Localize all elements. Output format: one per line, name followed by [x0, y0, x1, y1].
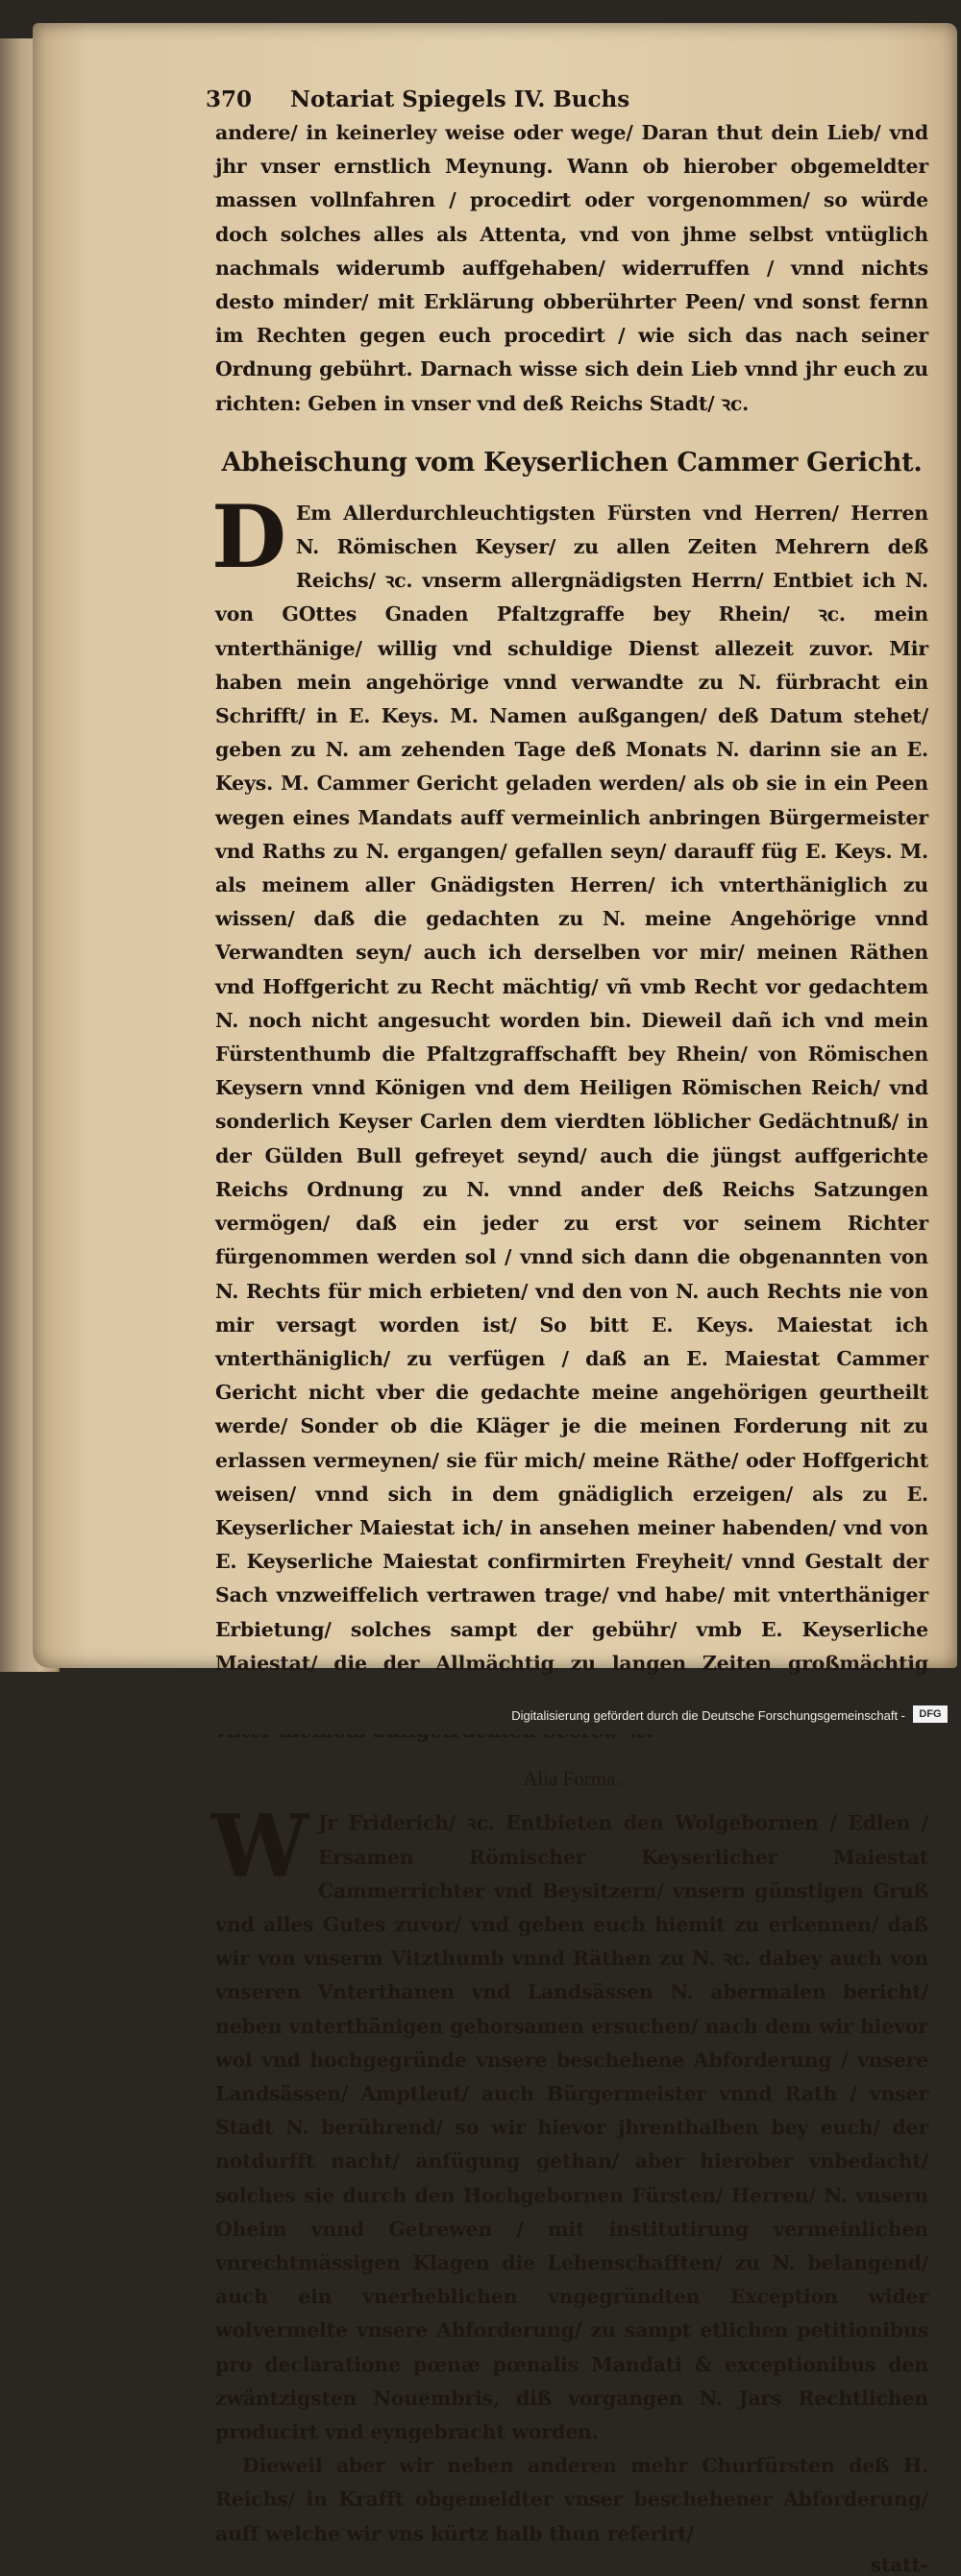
- running-title: Notariat Spiegels IV. Buchs: [290, 86, 630, 112]
- section-heading-abheischung: Abheischung vom Keyserlichen Cammer Gericht.: [221, 447, 923, 478]
- alia-forma-text: Jr Friderich/ ꝛc. Entbieten den Wolgebornen / Edlen / Ersamen Römischer Keyserlicher Maiestat Cammerrichter vnd Beysitzern/ vnsern günstigen Gruß vnd alles Gutes zuvor/ vnd geben euch hiemit zu erkennen/ daß wir von vnserm Vitzthumb vnnd Räthen zu N. ꝛc. dabey auch von vnseren Vnterthanen vnd Landsässen N. abermalen bericht/ neben vnterthänigen gehorsamen ersuchen/ nach dem wir hievor wol vnd hochgegründe vnsere beschehene Abforderung / vnsere Landsässen/ Amptleut/ auch Bürgermeister vnnd Rath / vnser Stadt N. berührend/ so wir hievor jhrenthalben bey euch/ der notdurfft nacht/ anfügung gethan/ aber hierober vnbedacht/ solches sie durch den Hochgebornen Fürsten/ Herren/ N. vnsern Oheim vnnd Getrewen / mit institutirung vermeinlichen vnrechtmässigen Klagen die Lehenschafften/ zu N. belangend/ auch ein vnerheblichen vngegründten Exception wider wolvermelte vnsere Abforderung/ zu sampt etlichen petitionibus pro declaratione pœnæ pœnalis Mandati & exceptionibus den zwäntzigsten Nouembris, diß vorgangen N. Jars Rechtlichen producirt vnd eyngebracht worden.: [215, 1811, 928, 2443]
- alia-forma-paragraph: [211, 1796, 928, 2449]
- letter-text: Em Allerdurchleuchtigsten Fürsten vnd Herren/ Herren N. Römischen Keyser/ zu allen Zeiten Mehrern deß Reichs/ ꝛc. vnserm allergnädigsten Herrn/ Entbiet ich N. von GOttes Gnaden Pfaltzgraffe bey Rhein/ ꝛc. mein vnterthänige/ willig vnd schuldige Dienst allezeit zuvor. Mir haben mein angehörige vnnd verwandte zu N. fürbracht ein Schrifft/ in E. Keys. M. Namen außgangen/ deß Datum stehet/ geben zu N. am zehenden Tage deß Monats N. darinn sie an E. Keys. M. Cammer Gericht geladen werden/ als ob sie in ein Peen wegen eines Mandats auff vermeinlich anbringen Bürgermeister vnd Raths zu N. ergangen/ gefallen seyn/ darauff füg E. Keys. M. als meinem aller Gnädigsten Herren/ ich vnterthäniglich zu wissen/ daß die gedachten zu N. meine Angehörige vnnd Verwandten seyn/ auch ich derselben vor mir/ meinen Räthen vnd Hoffgericht zu Recht mächtig/ vñ vmb Recht vor gedachtem N. noch nicht angesucht worden bin. Dieweil dañ ich vnd mein Fürstenthumb die Pfaltzgraffschafft bey Rhein/ von Römischen Keysern vnnd Königen vnd dem Heiligen Römischen Reich/ vnd sonderlich Keyser Carlen dem vierdten löblicher Gedächtnuß/ in der Gülden Bull gefreyet seynd/ auch die jüngst auffgerichte Reichs Ordnung zu N. vnnd ander deß Reichs Satzungen vermögen/ daß ein jeder zu erst vor seinem Richter fürgenommen werden sol / vnnd sich dann die obgenannten von N. Rechts für mich erbieten/ vnd den von N. auch Rechts nie von mir versagt worden ist/ So bitt E. Keys. Maiestat ich vnterthäniglich/ zu verfügen / daß an E. Maiestat Cammer Gericht nicht vber die gedachte meine angehörigen geurtheilt werde/ Sonder ob die Kläger je die meinen Forderung nit zu erlassen vermeynen/ sie für mich/ meine Räthe/ oder Hoffgericht weisen/ vnnd sich in dem gnädiglich erzeigen/ als zu E. Keyserlicher Maiestat ich/ in ansehen meiner habenden/ vnd von E. Keyserliche Maiestat confirmirten Freyheit/ vnnd Gestalt der Sach vnzweiffelich vertrawen trage/ vnd habe/ mit vnterthäniger Erbietung/ solches sampt der gebühr/ vmb E. Keyserliche Maiestat/ die der Allmächtig zu langen Zeiten großmächtig: [215, 501, 928, 1675]
- section-heading-alia-forma: Alia Forma.: [523, 1767, 621, 1791]
- running-header: [206, 86, 928, 112]
- page-number: 370: [206, 86, 253, 112]
- dfg-credit: Digitalisierung gefördert durch die Deutsche Forschungsgemeinschaft -: [511, 1708, 905, 1723]
- page-content: [206, 86, 928, 2576]
- dfg-logo: DFG: [913, 1705, 948, 1723]
- opening-paragraph: andere/ in keinerley weise oder wege/ Daran thut dein Lieb/ vnd jhr vnser ernstlich Meynung. Wann ob hierober obgemeldter massen vollnfahren / procedirt oder vorgenommen/ so würde doch solches alles als Attenta, vnd von jhme selbst vntüglich nachmals widerumb auffgehaben/ widerruffen / vnnd nichts desto minder/ mit Erklärung obberührter Peen/ vnd sonst fernn im Rechten gegen euch procedirt / wie sich das nach seiner Ordnung gebührt. Darnach wisse sich dein Lieb vnnd jhr euch zu richten: Geben in vnser vnd deß Reichs Stadt/ ꝛc.: [215, 121, 928, 415]
- closing-paragraph: Dieweil aber wir neben anderen mehr Churfürsten deß H. Reichs/ in Krafft obgemeldter vnser beschehener Abforderung/ auff welche wir vns kürtz halb thun referirt/: [215, 2454, 928, 2545]
- digitization-footer: [0, 1680, 961, 1734]
- drop-initial: W: [211, 1796, 308, 1899]
- drop-initial: D: [211, 485, 286, 588]
- catchword: statt-: [870, 2552, 928, 2576]
- letter-paragraph: [211, 485, 928, 1749]
